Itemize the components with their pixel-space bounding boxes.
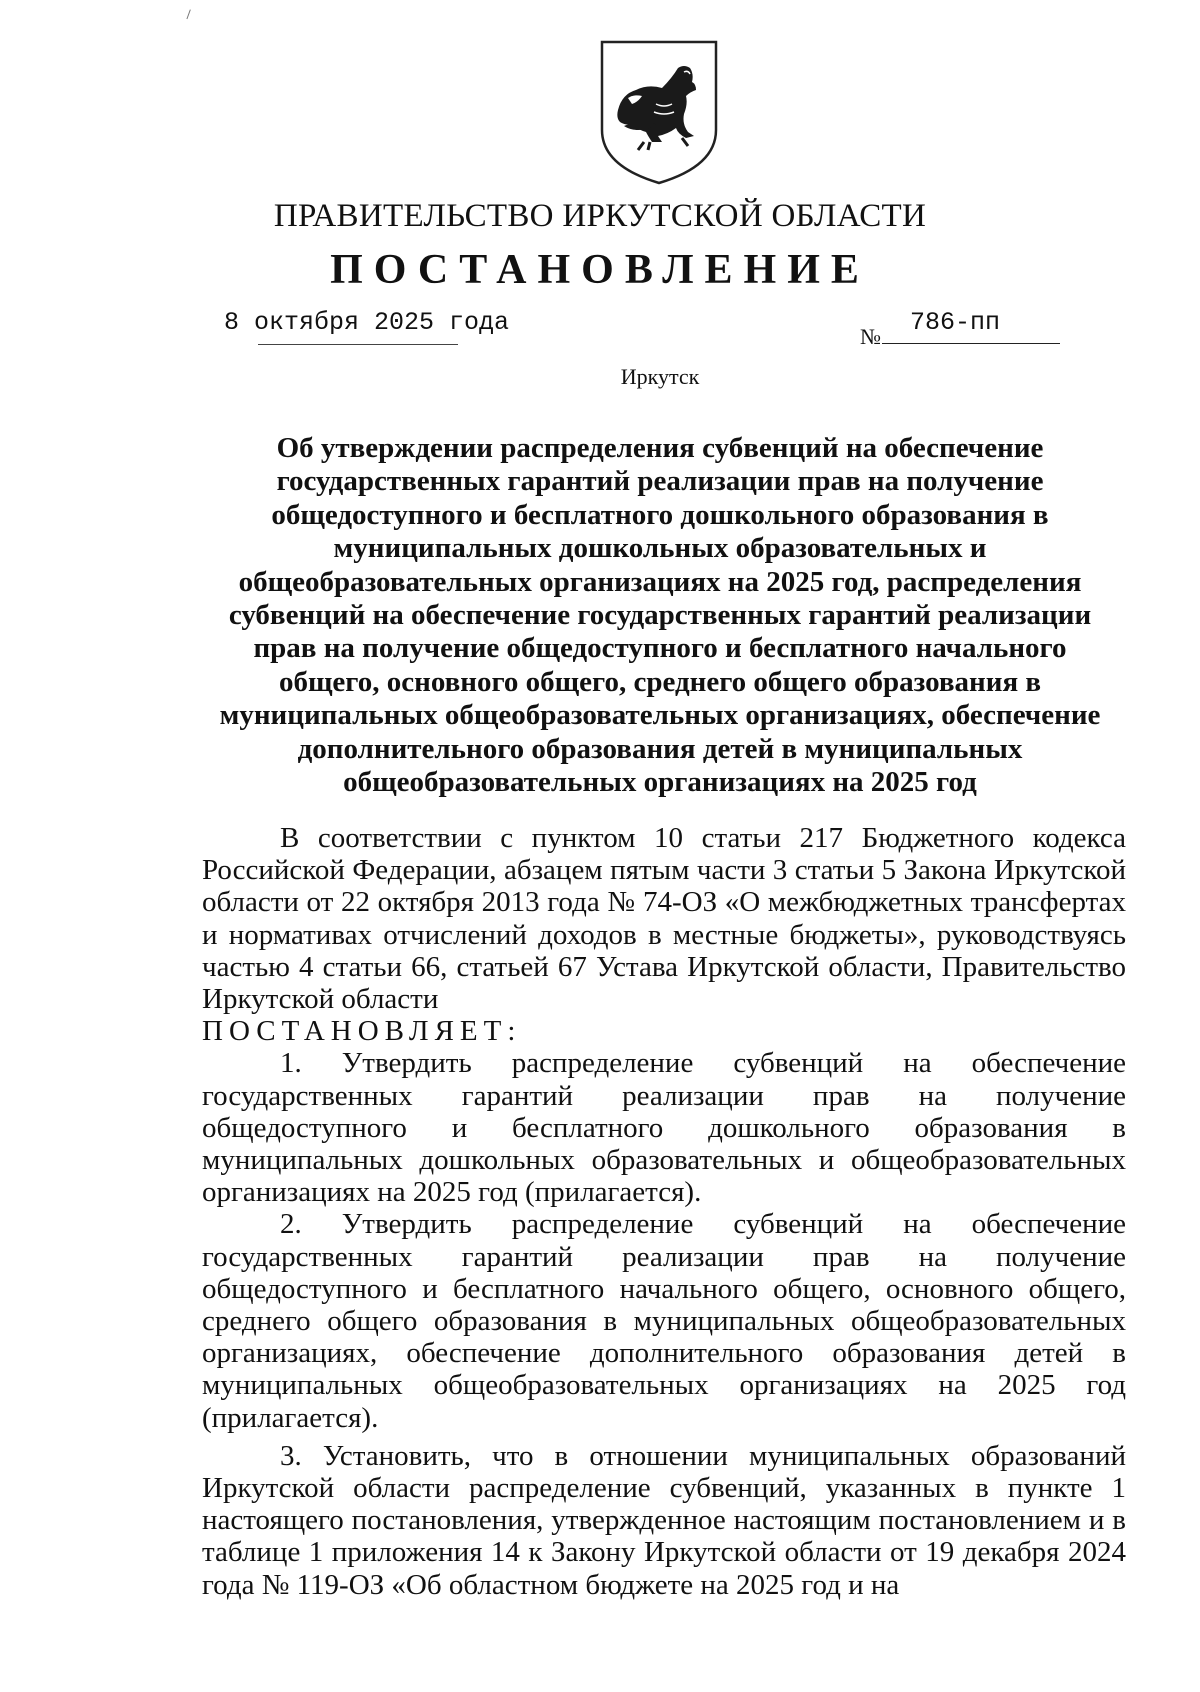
- document-date: 8 октября 2025 года: [224, 308, 510, 337]
- preamble-paragraph: В соответствии с пунктом 10 статьи 217 Бюджетного кодекса Российской Федерации, абзацем пятым части 3 статьи 5 Закона Иркутской области от 22 октября 2013 года № 74-ОЗ «О межбюджетных трансфертах и нормативах отчислений доходов в местные бюджеты», руководствуясь частью 4 статьи 66, статьей 67 Устава Иркутской области, Правительство Иркутской области: [202, 822, 1126, 1016]
- decree-word: ПОСТАНОВЛЯЕТ:: [202, 1015, 522, 1048]
- scan-mark: [186, 9, 194, 20]
- document-number: 786-пп: [910, 308, 1001, 337]
- date-underline: [258, 344, 458, 345]
- list-item: 3. Установить, что в отношении муниципальных образований Иркутской области распределение субвенций, указанных в пункте 1 настоящего постановления, утвержденное настоящим постановлением и в таблице 1 приложения 14 к Закону Иркутской области от 19 декабря 2024 года № 119-ОЗ «Об областном бюджете на 2025 год и на: [202, 1439, 1126, 1601]
- list-item: 1. Утвердить распределение субвенций на обеспечение государственных гарантий реализации прав на получение общедоступного и бесплатного дошкольного образования в муниципальных дошкольных образовательных и общеобразовательных организациях на 2025 год (прилагается).: [202, 1047, 1126, 1209]
- document-city: Иркутск: [620, 364, 700, 389]
- government-name: ПРАВИТЕЛЬСТВО ИРКУТСКОЙ ОБЛАСТИ: [273, 198, 927, 234]
- number-underline: [882, 343, 1060, 344]
- list-item: 2. Утвердить распределение субвенций на обеспечение государственных гарантий реализации прав на получение общедоступного и бесплатного начального общего, основного общего, среднего общего образования в муниципальных общеобразовательных организациях, обеспечение дополнительного образования детей в муниципальных общеобразовательных организациях на 2025 год (прилагается).: [202, 1208, 1126, 1434]
- number-sign: №: [860, 324, 881, 349]
- coat-of-arms-emblem: [598, 38, 720, 186]
- document-body: [202, 822, 1126, 1601]
- document-type: ПОСТАНОВЛЕНИЕ: [330, 247, 870, 293]
- document-title: Об утверждении распределения субвенций на обеспечение государственных гарантий реализации прав на получение общедоступного и бесплатного дошкольного образования в муниципальных дошкольных образовательных и общеобразовательных организациях на 2025 год, распределения субвенций на обеспечение государственных гарантий реализации прав на получение общедоступного и бесплатного начального общего, основного общего, среднего общего образования в муниципальных общеобразовательных организациях, обеспечение дополнительного образования детей в муниципальных общеобразовательных организациях на 2025 год: [219, 432, 1101, 799]
